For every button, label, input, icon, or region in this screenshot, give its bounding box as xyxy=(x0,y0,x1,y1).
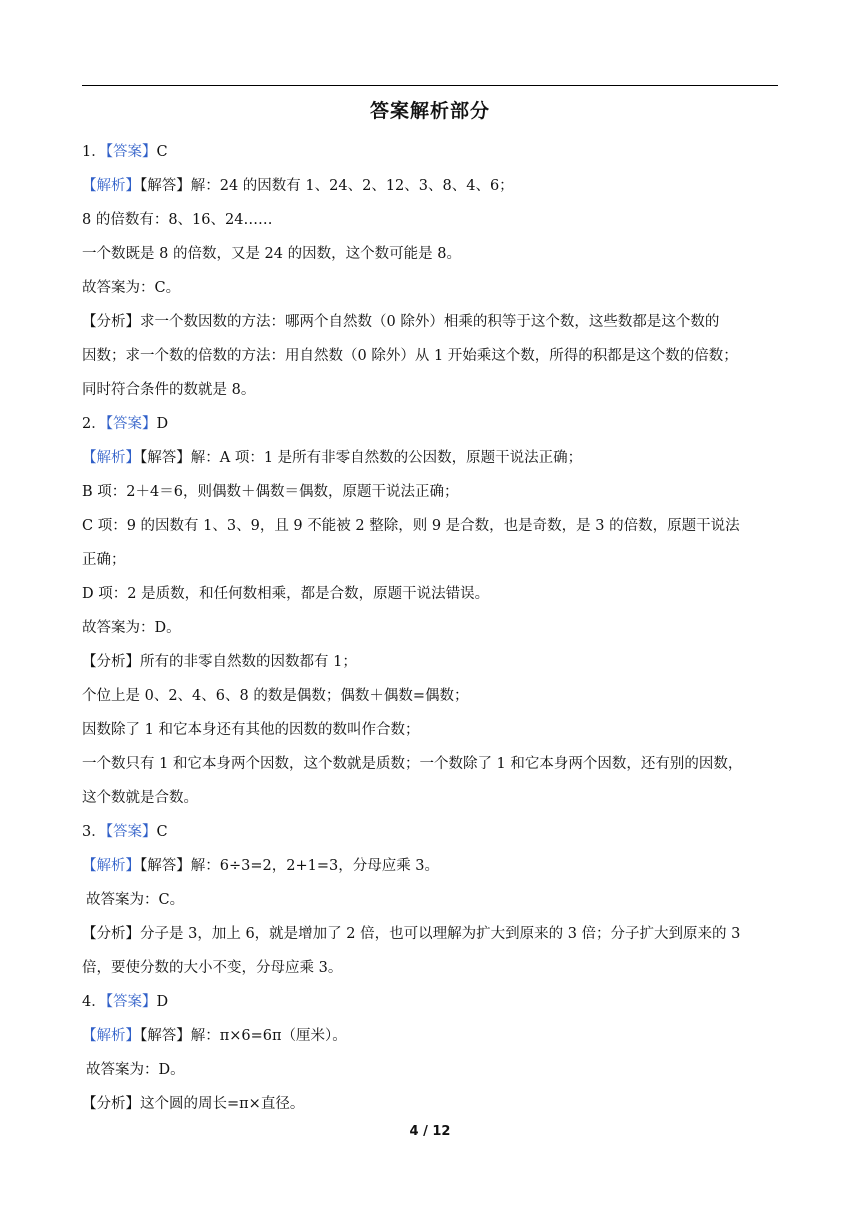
analysis-tag: 【解析】 xyxy=(82,450,140,466)
line-text: 【分析】求一个数因数的方法：哪两个自然数（0 除外）相乘的积等于这个数，这些数都是这个数的 xyxy=(82,314,720,330)
text-line xyxy=(82,1088,782,1122)
text-line xyxy=(82,748,782,782)
text-line xyxy=(82,204,782,238)
text-line xyxy=(82,170,782,204)
text-line xyxy=(82,952,782,986)
text-line xyxy=(82,1054,782,1088)
text-line xyxy=(82,578,782,612)
text-line xyxy=(82,884,782,918)
text-line xyxy=(82,340,782,374)
line-text: 【解答】解：A 项：1 是所有非零自然数的公因数，原题干说法正确； xyxy=(140,450,583,466)
line-text: 这个数就是合数。 xyxy=(82,790,198,806)
text-line xyxy=(82,918,782,952)
text-line xyxy=(82,646,782,680)
question-number: 4． xyxy=(82,994,106,1010)
line-text: D xyxy=(156,994,169,1010)
answer-content xyxy=(82,136,782,1122)
text-line xyxy=(82,714,782,748)
text-line xyxy=(82,510,782,544)
line-text: D 项：2 是质数，和任何数相乘，都是合数，原题干说法错误。 xyxy=(82,586,490,602)
line-text: 【分析】分子是 3，加上 6，就是增加了 2 倍，也可以理解为扩大到原来的 3 倍；分子扩大到原来的 3 xyxy=(82,926,741,942)
line-text: 正确； xyxy=(82,552,126,568)
line-text: 个位上是 0、2、4、6、8 的数是偶数；偶数＋偶数=偶数； xyxy=(82,688,469,704)
text-line xyxy=(82,816,782,850)
text-line xyxy=(82,238,782,272)
text-line xyxy=(82,408,782,442)
text-line xyxy=(82,136,782,170)
text-line xyxy=(82,1020,782,1054)
text-line xyxy=(82,442,782,476)
line-text: 因数除了 1 和它本身还有其他的因数的数叫作合数； xyxy=(82,722,420,738)
analysis-tag: 【解析】 xyxy=(82,1028,140,1044)
line-text: 故答案为：D。 xyxy=(82,620,181,636)
analysis-tag: 【解析】 xyxy=(82,178,140,194)
line-text: D xyxy=(156,416,169,432)
line-text: B 项：2＋4＝6，则偶数＋偶数＝偶数，原题干说法正确； xyxy=(82,484,459,500)
line-text: 同时符合条件的数就是 8。 xyxy=(82,382,256,398)
text-line xyxy=(82,476,782,510)
text-line xyxy=(82,680,782,714)
line-text: C xyxy=(156,144,168,160)
header-rule xyxy=(82,85,778,86)
line-text: C 项：9 的因数有 1、3、9，且 9 不能被 2 整除，则 9 是合数，也是奇数，是 3 的倍数，原题干说法 xyxy=(82,518,740,534)
line-text: 因数；求一个数的倍数的方法：用自然数（0 除外）从 1 开始乘这个数，所得的积都是这个数的倍数； xyxy=(82,348,738,364)
answer-tag: 【答案】 xyxy=(105,416,157,432)
line-text: 【解答】解：6÷3=2，2+1=3，分母应乘 3。 xyxy=(140,858,440,874)
question-number: 3． xyxy=(82,824,106,840)
question-number: 2． xyxy=(82,416,106,432)
line-text: 故答案为：C。 xyxy=(86,892,185,908)
page-number: 4 / 12 xyxy=(409,1124,451,1139)
line-text: C xyxy=(156,824,168,840)
answer-tag: 【答案】 xyxy=(105,144,157,160)
text-line xyxy=(82,782,782,816)
text-line xyxy=(82,272,782,306)
line-text: 故答案为：D。 xyxy=(86,1062,185,1078)
line-text: 【分析】这个圆的周长=π×直径。 xyxy=(82,1096,305,1112)
analysis-tag: 【解析】 xyxy=(82,858,140,874)
page-title: 答案解析部分 xyxy=(369,100,490,122)
answer-tag: 【答案】 xyxy=(105,824,157,840)
text-line xyxy=(82,986,782,1020)
line-text: 故答案为：C。 xyxy=(82,280,181,296)
line-text: 【解答】解：24 的因数有 1、24、2、12、3、8、4、6； xyxy=(140,178,514,194)
text-line xyxy=(82,544,782,578)
line-text: 【分析】所有的非零自然数的因数都有 1； xyxy=(82,654,357,670)
text-line xyxy=(82,850,782,884)
text-line xyxy=(82,306,782,340)
question-number: 1． xyxy=(82,144,106,160)
line-text: 【解答】解：π×6=6π（厘米）。 xyxy=(140,1028,347,1044)
line-text: 一个数既是 8 的倍数，又是 24 的因数，这个数可能是 8。 xyxy=(82,246,461,262)
line-text: 一个数只有 1 和它本身两个因数，这个数就是质数；一个数除了 1 和它本身两个因数，还有别的因数， xyxy=(82,756,743,772)
line-text: 倍，要使分数的大小不变，分母应乘 3。 xyxy=(82,960,343,976)
line-text: 8 的倍数有：8、16、24…… xyxy=(82,212,273,228)
text-line xyxy=(82,374,782,408)
text-line xyxy=(82,612,782,646)
answer-tag: 【答案】 xyxy=(105,994,157,1010)
